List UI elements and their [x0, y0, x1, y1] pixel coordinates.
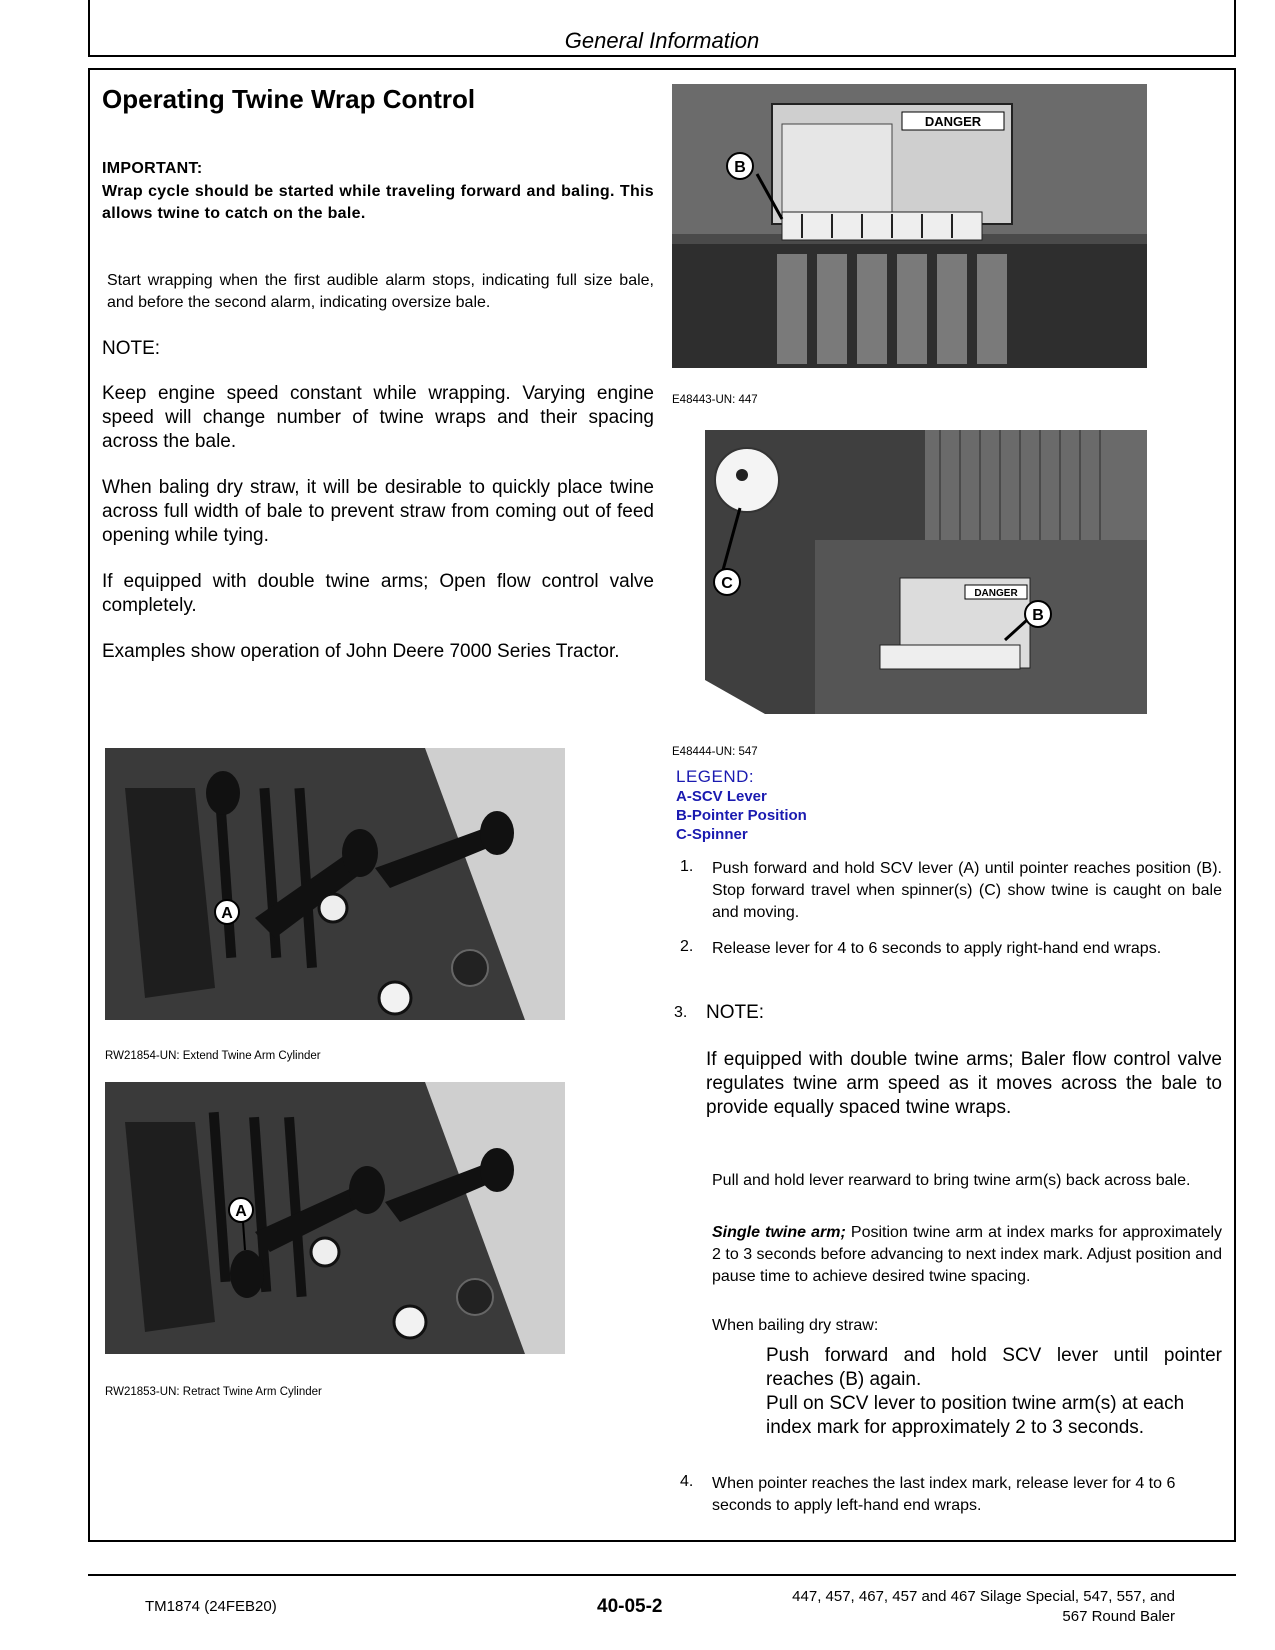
step-3-sub-2: Pull on SCV lever to position twine arm(s) at each index mark for approximately 2 to 3 seconds.	[766, 1393, 1185, 1438]
footer-models	[745, 1587, 1175, 1627]
paragraph-double-arms: If equipped with double twine arms; Open flow control valve completely.	[102, 571, 654, 616]
callout-c: C	[721, 575, 733, 592]
step-3-pull-text: Pull and hold lever rearward to bring twine arm(s) back across bale.	[712, 1172, 1191, 1189]
danger-label: DANGER	[924, 114, 982, 129]
legend-item-b: B-Pointer Position	[676, 807, 807, 824]
danger-label: DANGER	[974, 588, 1018, 599]
single-arm-body: Position twine arm at index marks for approximately 2 to 3 seconds before advancing to next index mark. Adjust position and pause time to achieve desired twine spacing.	[712, 1224, 1222, 1285]
step-3-single-arm-text	[712, 1222, 1222, 1288]
important-text: Wrap cycle should be started while traveling forward and baling. This allows twine to catch on the bale.	[102, 183, 654, 222]
step-1-number: 1.	[680, 858, 694, 875]
step-3-dry-straw-label: When bailing dry straw:	[712, 1317, 879, 1334]
step-2-text: Release lever for 4 to 6 seconds to apply right-hand end wraps.	[712, 940, 1162, 957]
figure-baler-547-photo	[705, 430, 1147, 714]
step-2-number: 2.	[680, 938, 694, 955]
legend-item-a: A-SCV Lever	[676, 788, 767, 805]
figure-caption-547: E48444-UN: 547	[672, 746, 758, 758]
step-3-number: 3.	[674, 1004, 688, 1021]
step-3-sub-1: Push forward and hold SCV lever until pointer reaches (B) again.	[766, 1345, 1222, 1390]
paragraph-dry-straw: When baling dry straw, it will be desirable to quickly place twine across full width of bale to prevent straw from coming out of feed opening while tying.	[102, 477, 654, 546]
footer-page-number: 40-05-2	[597, 1596, 663, 1617]
note-label: NOTE:	[102, 338, 161, 359]
callout-a: A	[221, 905, 233, 922]
footer-models-line-1: 447, 457, 467, 457 and 467 Silage Special, 547, 557, and	[792, 1588, 1175, 1605]
figure-caption-447: E48443-UN: 447	[672, 394, 758, 406]
callout-a: A	[235, 1203, 247, 1220]
page-header-title: General Information	[564, 28, 760, 53]
callout-b: B	[1032, 607, 1044, 624]
footer-rule	[88, 1574, 1236, 1576]
start-wrapping-text: Start wrapping when the first audible alarm stops, indicating full size bale, and before the second alarm, indicating oversize bale.	[107, 272, 654, 311]
figure-caption-retract: RW21853-UN: Retract Twine Arm Cylinder	[105, 1386, 322, 1398]
figure-extend-twine-arm-photo	[105, 748, 565, 1020]
figure-baler-447-photo	[672, 84, 1147, 368]
legend-item-c: C-Spinner	[676, 826, 748, 843]
legend-title: LEGEND:	[676, 767, 755, 786]
step-3-note-label: NOTE:	[706, 1002, 765, 1023]
paragraph-examples: Examples show operation of John Deere 7000 Series Tractor.	[102, 641, 620, 662]
figure-caption-extend: RW21854-UN: Extend Twine Arm Cylinder	[105, 1050, 321, 1062]
section-title: Operating Twine Wrap Control	[102, 84, 476, 114]
footer-models-line-2: 567 Round Baler	[1062, 1608, 1175, 1625]
step-4-number: 4.	[680, 1473, 694, 1490]
paragraph-engine-speed: Keep engine speed constant while wrapping. Varying engine speed will change number of twine wraps and their spacing across the bale.	[102, 383, 654, 452]
step-4-text: When pointer reaches the last index mark, release lever for 4 to 6 seconds to apply left-hand end wraps.	[712, 1475, 1176, 1514]
figure-retract-twine-arm-photo	[105, 1082, 565, 1354]
callout-b: B	[734, 159, 746, 176]
footer-doc-id: TM1874 (24FEB20)	[145, 1598, 277, 1615]
step-3-note-text: If equipped with double twine arms; Baler flow control valve regulates twine arm speed as it moves across the bale to provide equally spaced twine wraps.	[706, 1049, 1222, 1118]
step-1-text: Push forward and hold SCV lever (A) until pointer reaches position (B). Stop forward travel when spinner(s) (C) show twine is caught on bale and moving.	[712, 860, 1222, 921]
single-arm-label: Single twine arm;	[712, 1224, 846, 1241]
important-label: IMPORTANT:	[102, 160, 203, 177]
